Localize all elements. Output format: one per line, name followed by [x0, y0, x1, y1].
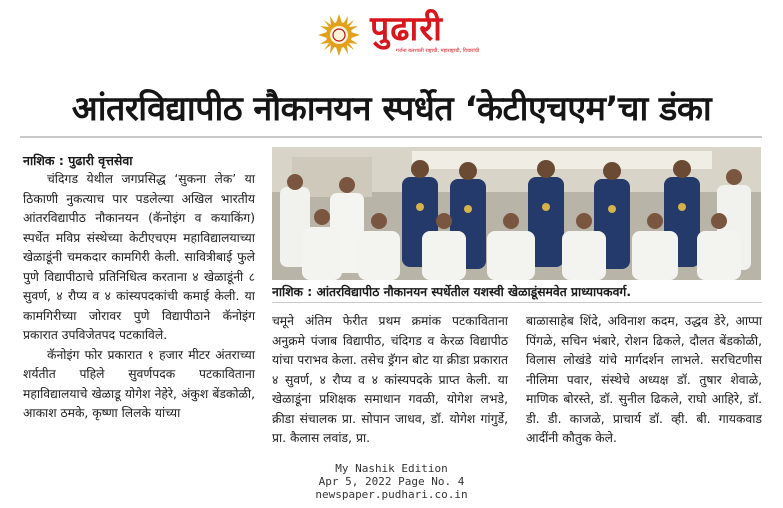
edition-name: My Nashik Edition — [335, 462, 448, 475]
brand-logo: पुढारी — [370, 9, 443, 49]
article-headline: आंतरविद्यापीठ नौकानयन स्पर्धेत ‘केटीएचएम’चा डंका — [71, 89, 712, 129]
team-photo-illustration — [272, 147, 761, 280]
article-dateline: नाशिक : पुढारी वृत्तसेवा — [23, 153, 133, 168]
caption-divider — [272, 302, 762, 303]
masthead — [0, 6, 783, 62]
paragraph: चंदिगड येथील जगप्रसिद्ध ‘सुकना लेक’ या ठिकाणी नुकत्याच पार पडलेल्या अखिल भारतीय आंतरविद्यापीठ नौकानयन (कॅनोइंग व कयाकिंग) स्पर्धेत मविप्र संस्थेच्या केटीएचएम महाविद्यालयाच्या खेळाडूंनी चमकदार कामगिरी केली. सावित्रीबाई फुले पुणे विद्यापीठाचे प्रतिनिधित्व करताना ४ खेळाडूंनी ८ सुवर्ण, ४ रौप्य व ४ कांस्यपदकांची कमाई केली. या कामगिरीच्या जोरावर पुणे विद्यापीठाने कॅनोइंग प्रकारात उपविजेतपद पटकाविले. — [23, 172, 255, 342]
article-column-2 — [272, 312, 508, 449]
paragraph: कॅनोइंग फोर प्रकारात १ हजार मीटर अंतराच्या शर्यतीत पहिले सुवर्णपदक पटकाविताना महाविद्यालयाचे खेळाडू योगेश नेहेरे, अंकुश बेंडकोळी, आकाश ठमके, कृष्णा लिलके यांच्या — [23, 347, 255, 420]
brand-tagline: गर्जना बलशाली राष्ट्राची, महाराष्ट्राची, विचारांची — [396, 48, 480, 54]
paragraph: बाळासाहेब शिंदे, अविनाश कदम, उद्धव डेरे, आप्पा पिंगळे, सचिन भंबारे, रोशन ढिकले, दौलत बेंडकोळी, विलास लोखंडे यांचे मार्गदर्शन लाभले. सरचिटणीस नीलिमा पवार, संस्थेचे अध्यक्ष डॉ. तुषार शेवाळे, माणिक बोरस्ते, डॉ. सुनील ढिकले, राघो आहिरे, डॉ. डी. डी. काजळे, प्राचार्य डॉ. व्ही. बी. गायकवाड आदींनी कौतुक केले. — [526, 314, 762, 445]
sun-emblem-icon — [318, 14, 360, 56]
headline-divider — [20, 136, 762, 138]
paragraph: चमूने अंतिम फेरीत प्रथम क्रमांक पटकाविताना अनुक्रमे पंजाब विद्यापीठ, चंदिगड व केरळ विद्यापीठ यांचा पराभव केला. तसेच ड्रॅगन बोट या क्रीडा प्रकारात ४ सुवर्ण, ४ रौप्य व ४ कांस्यपदके प्राप्त केली. या खेळाडूंना प्रशिक्षक समाधान गवळी, योगेश लभडे, क्रीडा संचालक प्रा. सोपान जाधव, डॉ. योगेश गांगुर्डे, प्रा. कैलास लवांड, प्रा. — [272, 314, 508, 445]
article-column-3 — [526, 312, 762, 449]
edition-website-link[interactable]: newspaper.pudhari.co.in — [315, 488, 468, 501]
team-photo — [272, 147, 761, 280]
article-column-1 — [23, 170, 255, 424]
edition-date-page: Apr 5, 2022 Page No. 4 — [318, 475, 465, 488]
edition-footer — [0, 462, 783, 501]
photo-caption: नाशिक : आंतरविद्यापीठ नौकानयन स्पर्धेतील यशस्वी खेळाडूंसमवेत प्राध्यापकवर्ग. — [272, 285, 632, 299]
